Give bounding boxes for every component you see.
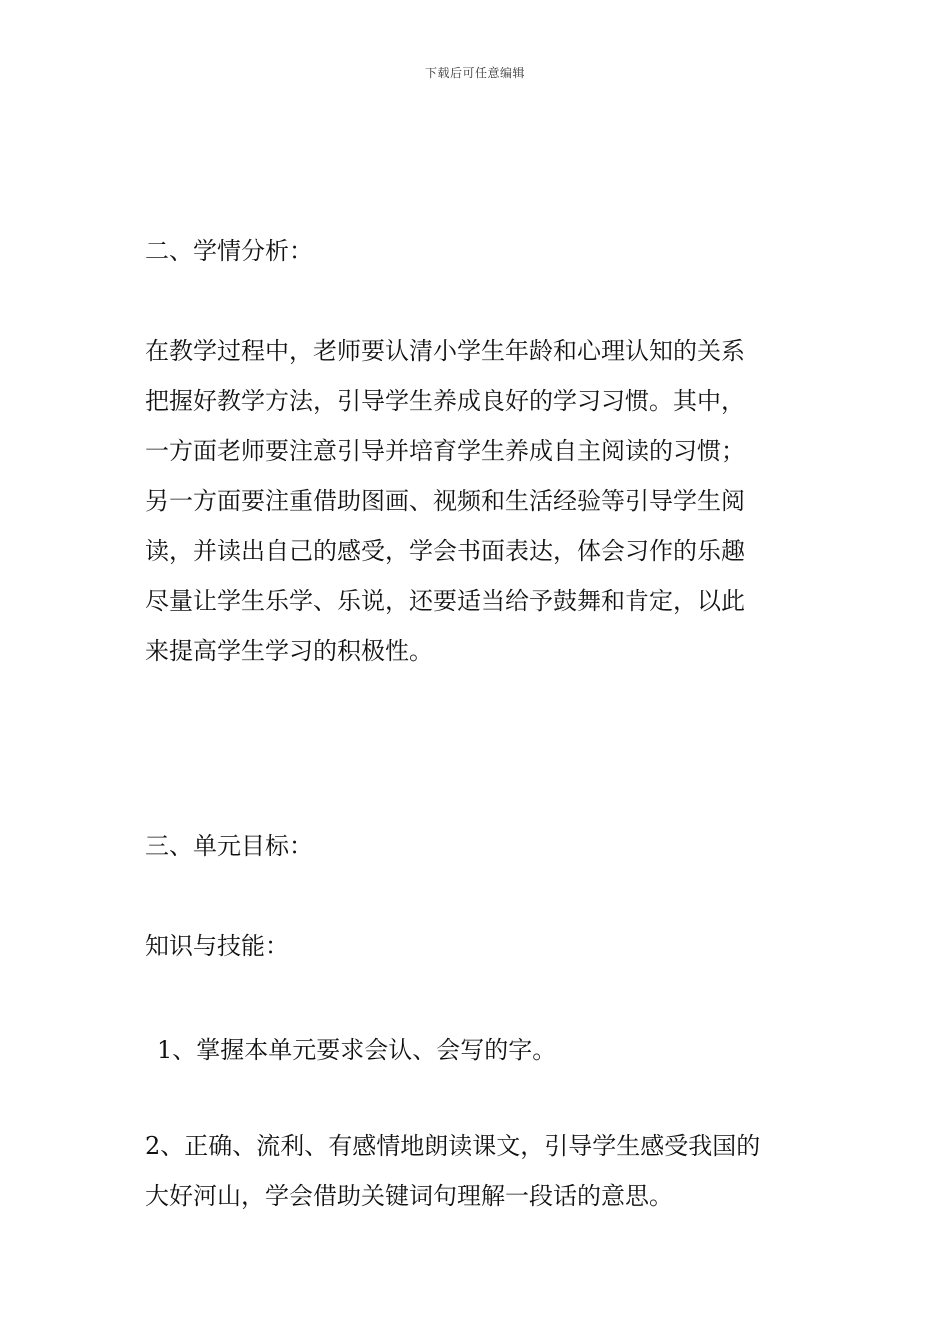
list-item-line: 2、正确、流利、有感情地朗读课文，引导学生感受我国的 bbox=[145, 1132, 761, 1160]
analysis-paragraph bbox=[145, 326, 825, 676]
page-header: 下载后可任意编辑 bbox=[424, 66, 525, 80]
heading-text: 二、学情分析： bbox=[145, 237, 313, 265]
list-item: 1、掌握本单元要求会认、会写的字。 bbox=[157, 1036, 557, 1064]
goal-item-2 bbox=[145, 1121, 825, 1221]
paragraph-line: 另一方面要注重借助图画、视频和生活经验等引导学生阅 bbox=[145, 487, 745, 515]
paragraph-line: 一方面老师要注意引导并培育学生养成自主阅读的习惯； bbox=[145, 437, 745, 465]
paragraph-line: 读，并读出自己的感受，学会书面表达，体会习作的乐趣 bbox=[145, 537, 745, 565]
paragraph-line: 在教学过程中，老师要认清小学生年龄和心理认知的关系 bbox=[145, 337, 745, 365]
subheading-knowledge-skills bbox=[145, 921, 825, 971]
paragraph-line: 尽量让学生乐学、乐说，还要适当给予鼓舞和肯定，以此 bbox=[145, 587, 745, 615]
paragraph-line: 来提高学生学习的积极性。 bbox=[145, 637, 433, 665]
section-heading-goals bbox=[145, 821, 825, 871]
goal-item-1 bbox=[157, 1025, 837, 1075]
section-heading-analysis bbox=[145, 226, 825, 276]
list-item-line: 大好河山，学会借助关键词句理解一段话的意思。 bbox=[145, 1182, 673, 1210]
subheading-text: 知识与技能： bbox=[145, 932, 289, 960]
heading-text: 三、单元目标： bbox=[145, 832, 313, 860]
paragraph-line: 把握好教学方法，引导学生养成良好的学习习惯。其中， bbox=[145, 387, 745, 415]
